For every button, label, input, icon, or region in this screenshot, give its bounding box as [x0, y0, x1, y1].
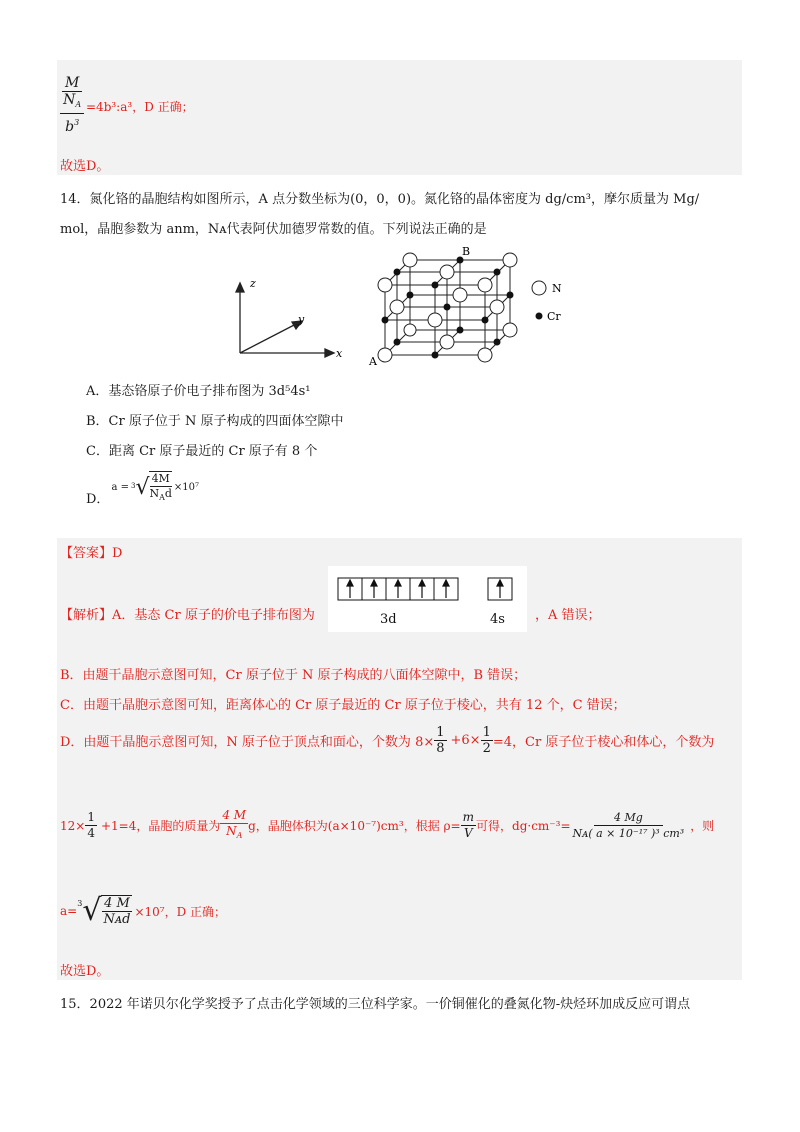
frac-one-eighth — [434, 725, 446, 756]
axis-z-label: z — [250, 277, 256, 290]
d2-c: 可得，dg·cm⁻³= — [476, 819, 571, 833]
label-a: A — [369, 355, 377, 368]
d3-den: Nᴀd — [103, 912, 131, 927]
option-d-den-sub: A — [159, 492, 165, 502]
option-d-tail: ×10⁷ — [173, 482, 200, 493]
d1-mid: +6× — [450, 733, 481, 748]
frac-1: 1 — [436, 725, 445, 740]
d2-b: g，晶胞体积为(a×10⁻⁷)cm³，根据 ρ= — [248, 819, 461, 833]
option-d-a: a = — [111, 482, 129, 493]
option-d-prefix: D． — [86, 492, 110, 507]
density-den: Nᴀ( a × 10⁻¹⁷ )³ cm³ — [572, 827, 685, 840]
axes — [236, 283, 334, 357]
label-b: B — [462, 245, 471, 258]
frac-1c: 1 — [87, 810, 95, 824]
density-fraction — [571, 810, 687, 841]
analysis-line-d3: a= 3 √ $\frac{4 M}{\text{Nᴀd}}$ ×10⁷，D 正确； — [60, 893, 227, 928]
analysis-line-c: C．由题干晶胞示意图可知，距离体心的 Cr 原子最近的 Cr 原子位于棱心，共有 12 个，C 错误； — [60, 698, 626, 713]
frac-4: 4 — [87, 826, 95, 840]
legend-cr-symbol — [536, 313, 543, 320]
frac-2: 2 — [482, 741, 491, 756]
legend-n-label: N — [552, 282, 562, 295]
d3-fraction — [101, 895, 132, 927]
frac-bot-sup: 3 — [74, 118, 80, 127]
d2-pre: 12× — [60, 818, 86, 833]
d3-root-index: 3 — [77, 898, 83, 908]
d3-a: a= — [60, 904, 78, 918]
option-a: A．基态铬原子价电子排布图为 3d⁵4s¹ — [86, 384, 311, 399]
frac-one-half — [481, 725, 493, 756]
density-num: 4 Mg — [594, 810, 663, 826]
analysis-a-tail: ，A 错误； — [535, 608, 601, 623]
answer-label: 【答案】D — [60, 546, 123, 561]
mass-fraction — [220, 808, 248, 843]
option-d-num: 4M — [151, 471, 170, 485]
frac-8: 8 — [436, 741, 445, 756]
solution-block-13 — [57, 60, 742, 175]
mass-den-sub: A — [236, 831, 243, 840]
option-d-den-d: d — [164, 486, 172, 500]
orbital-diagram — [328, 566, 527, 632]
axis-y-label: y — [298, 313, 305, 326]
answer-conclusion: 故选D。 — [60, 964, 110, 979]
block1-tail: =4b³:a³，D 正确； — [86, 100, 194, 114]
option-d: D． a = 3 √ 4M $N_Ad$ ×10⁷ — [86, 471, 200, 507]
analysis-line-a: 【解析】A．基态 Cr 原子的价电子排布图为 — [60, 608, 315, 623]
fraction-expression — [60, 72, 84, 136]
legend-cr-label: Cr — [547, 310, 561, 323]
axis-x-label: x — [336, 347, 343, 360]
q14-line2: mol，晶胞参数为 anm，Nᴀ代表阿伏加德罗常数的值。下列说法正确的是 — [60, 222, 487, 237]
q15-line1: 15．2022 年诺贝尔化学奖授予了点击化学领域的三位科学家。一价铜催化的叠氮化物-炔烃环加成反应可谓点 — [60, 997, 691, 1012]
rho-den: V — [463, 826, 473, 840]
block1-conclusion: 故选D。 — [60, 159, 110, 174]
d3-tail: ×10⁷，D 正确； — [134, 904, 227, 919]
d2-a: +1=4，晶胞的质量为 — [100, 819, 221, 833]
d1-tail: =4，Cr 原子位于棱心和体心，个数为 — [492, 735, 715, 750]
d2-d: ，则 — [690, 819, 715, 833]
analysis-line-b: B．由题干晶胞示意图可知，Cr 原子位于 N 原子构成的八面体空隙中，B 错误； — [60, 668, 527, 683]
d1-pre: D．由题干晶胞示意图可知，N 原子位于顶点和面心，个数为 8× — [60, 735, 435, 750]
frac-1b: 1 — [482, 725, 491, 740]
orbital-3d-label: 3d — [380, 612, 397, 627]
frac-one-quarter — [85, 810, 97, 841]
mass-num: 4 M — [222, 808, 247, 822]
rho-fraction — [461, 810, 476, 841]
legend-n-symbol — [532, 281, 546, 295]
frac-bot: b — [65, 119, 75, 135]
analysis-line-d2 — [60, 808, 714, 843]
analysis-line-d1 — [60, 725, 714, 756]
rho-num: m — [462, 810, 475, 824]
orbital-4s-label: 4s — [490, 612, 505, 627]
d3-num: 4 M — [104, 896, 130, 911]
q14-line1: 14．氮化铬的晶胞结构如图所示，A 点分数坐标为(0，0，0)。氮化铬的晶体密度为 dg/cm³，摩尔质量为 Mg/ — [60, 192, 700, 207]
frac-mid-n: N — [63, 92, 76, 108]
option-d-den-n: N — [149, 486, 160, 500]
frac-mid-sub: A — [75, 100, 82, 109]
mass-den-n: N — [226, 824, 237, 838]
frac-top: M — [62, 75, 82, 92]
crystal-figure — [230, 245, 590, 370]
option-d-root-index: 3 — [130, 481, 136, 490]
option-c: C．距离 Cr 原子最近的 Cr 原子有 8 个 — [86, 444, 318, 459]
option-b: B．Cr 原子位于 N 原子构成的四面体空隙中 — [86, 414, 344, 429]
